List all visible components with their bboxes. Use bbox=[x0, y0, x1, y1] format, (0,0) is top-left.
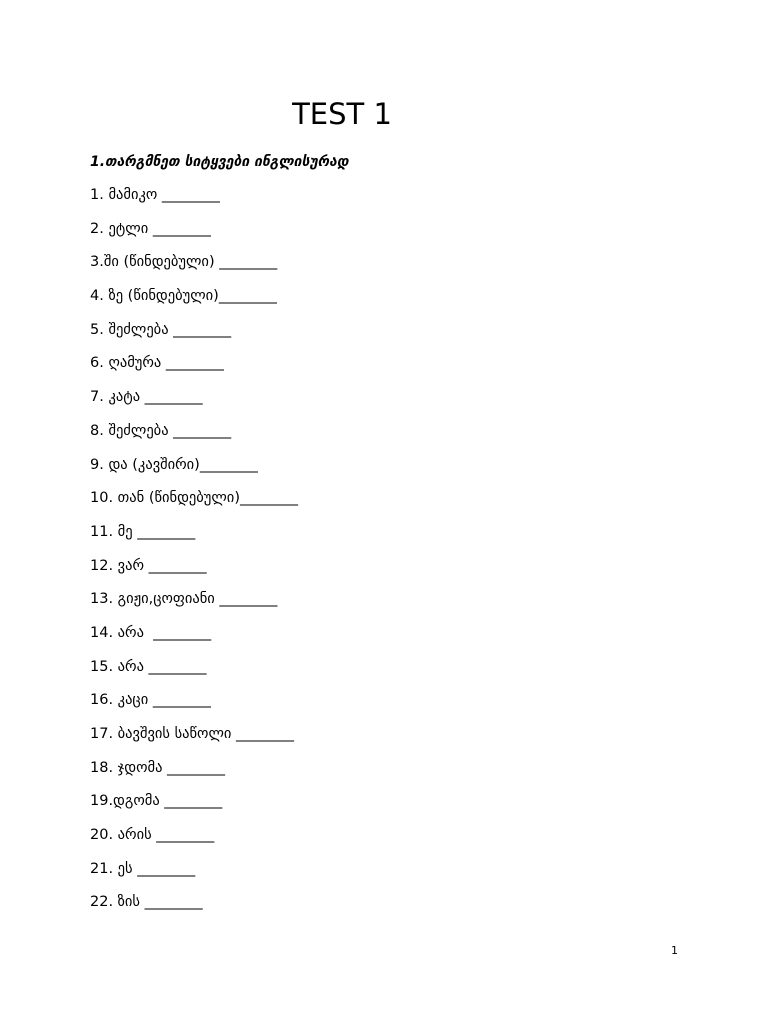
list-item: 13. გიჟი,ცოფიანი ________ bbox=[90, 591, 278, 608]
list-item: 6. ღამურა ________ bbox=[90, 355, 224, 372]
list-item: 5. შეძლება ________ bbox=[90, 321, 232, 338]
list-item: 22. ზის ________ bbox=[90, 894, 203, 911]
test-title: TEST 1 bbox=[292, 97, 392, 131]
list-item: 14. არა ________ bbox=[90, 624, 212, 641]
list-item: 11. მე ________ bbox=[90, 523, 196, 540]
list-item: 1. მამიკო ________ bbox=[90, 187, 220, 203]
list-item: 19.დგომა ________ bbox=[90, 793, 223, 810]
list-item: 7. კატა ________ bbox=[90, 389, 203, 406]
vocabulary-list bbox=[90, 184, 298, 925]
list-item: 18. ჯდომა ________ bbox=[90, 759, 226, 776]
list-item: 3.ში (წინდებული) ________ bbox=[90, 254, 278, 271]
page-number: 1 bbox=[671, 944, 678, 957]
list-item: 20. არის ________ bbox=[90, 827, 215, 844]
list-item: 10. თან (წინდებული)________ bbox=[90, 490, 298, 507]
list-item: 2. ეტლი ________ bbox=[90, 220, 211, 237]
instruction-heading: 1.თარგმნეთ სიტყვები ინგლისურად bbox=[90, 154, 349, 170]
list-item: 17. ბავშვის საწოლი ________ bbox=[90, 726, 294, 742]
list-item: 21. ეს ________ bbox=[90, 860, 196, 877]
list-item: 4. ზე (წინდებული)________ bbox=[90, 288, 277, 305]
list-item: 15. არა ________ bbox=[90, 658, 207, 675]
list-item: 9. და (კავშირი)________ bbox=[90, 456, 258, 473]
list-item: 8. შეძლება ________ bbox=[90, 422, 232, 439]
list-item: 16. კაცი ________ bbox=[90, 692, 211, 709]
list-item: 12. ვარ ________ bbox=[90, 557, 207, 574]
